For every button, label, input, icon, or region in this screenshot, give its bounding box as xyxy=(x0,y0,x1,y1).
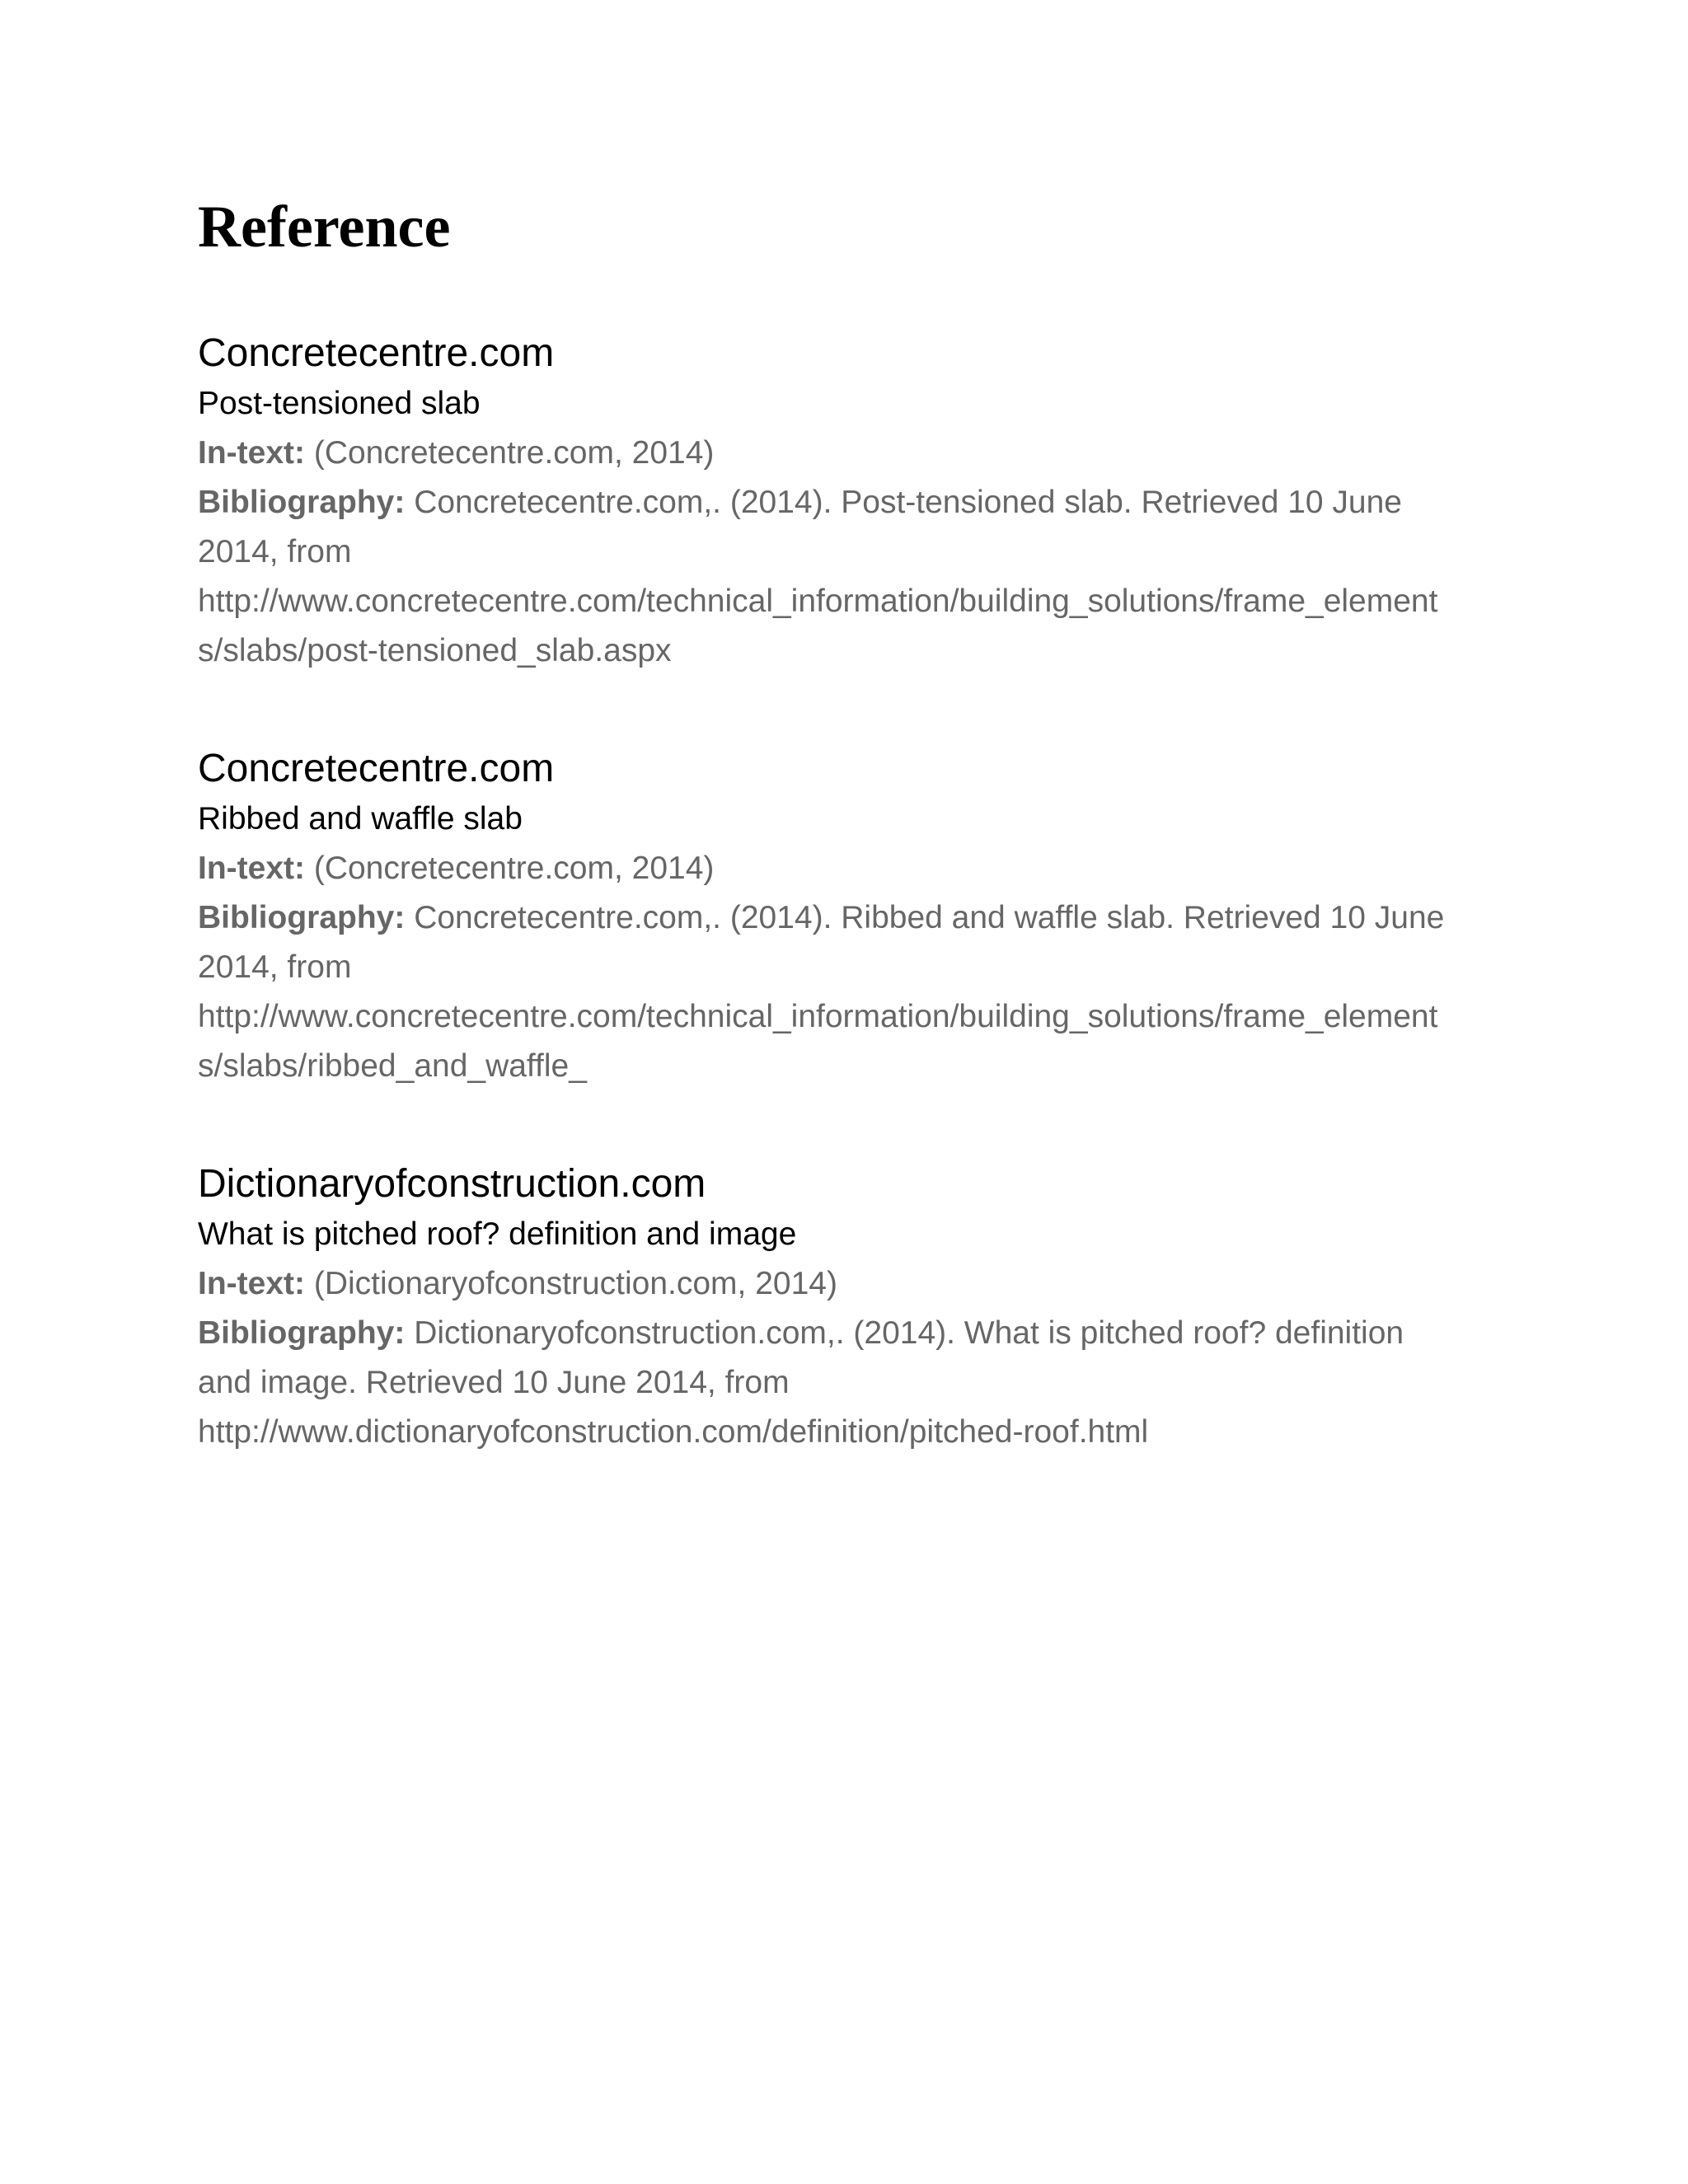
bibliography-text-continued: and image. Retrieved 10 June 2014, from xyxy=(198,1365,790,1400)
bibliography-text: Dictionaryofconstruction.com,. (2014). What is pitched roof? definition xyxy=(414,1315,1404,1351)
entry-intext xyxy=(198,844,1484,893)
reference-entry xyxy=(198,743,1484,1091)
entry-bibliography xyxy=(198,478,1484,527)
bibliography-text: Concretecentre.com,. (2014). Post-tensioned slab. Retrieved 10 June xyxy=(414,485,1402,520)
reference-entry xyxy=(198,1159,1484,1457)
entry-intext xyxy=(198,429,1484,478)
reference-url[interactable]: http://www.dictionaryofconstruction.com/definition/pitched-roof.html xyxy=(198,1414,1149,1450)
entry-title: Post-tensioned slab xyxy=(198,386,481,421)
document-page xyxy=(198,190,1484,1457)
bibliography-label: Bibliography: xyxy=(198,1315,406,1351)
reference-list xyxy=(198,328,1484,1457)
entry-site: Concretecentre.com xyxy=(198,747,555,790)
reference-url-continued[interactable]: s/slabs/ribbed_and_waffle_ xyxy=(198,1048,587,1084)
bibliography-label: Bibliography: xyxy=(198,485,406,520)
entry-bibliography xyxy=(198,1309,1484,1358)
bibliography-label: Bibliography: xyxy=(198,900,406,935)
entry-site: Concretecentre.com xyxy=(198,331,555,375)
intext-value: (Concretecentre.com, 2014) xyxy=(313,851,715,886)
reference-url-continued[interactable]: s/slabs/post-tensioned_slab.aspx xyxy=(198,633,672,668)
bibliography-text: Concretecentre.com,. (2014). Ribbed and waffle slab. Retrieved 10 June xyxy=(414,900,1445,935)
intext-value: (Concretecentre.com, 2014) xyxy=(313,435,715,471)
intext-label: In-text: xyxy=(198,851,305,886)
page-title: Reference xyxy=(198,194,451,260)
entry-bibliography xyxy=(198,893,1484,943)
reference-url[interactable]: http://www.concretecentre.com/technical_information/building_solutions/frame_element xyxy=(198,583,1438,619)
entry-title: What is pitched roof? definition and image xyxy=(198,1216,797,1252)
entry-title: Ribbed and waffle slab xyxy=(198,801,523,837)
bibliography-text-continued: 2014, from xyxy=(198,949,352,985)
reference-entry xyxy=(198,328,1484,676)
bibliography-text-continued: 2014, from xyxy=(198,534,352,569)
intext-label: In-text: xyxy=(198,1266,305,1301)
reference-url[interactable]: http://www.concretecentre.com/technical_information/building_solutions/frame_element xyxy=(198,999,1438,1034)
intext-value: (Dictionaryofconstruction.com, 2014) xyxy=(313,1266,837,1301)
intext-label: In-text: xyxy=(198,435,305,471)
entry-site: Dictionaryofconstruction.com xyxy=(198,1162,706,1206)
entry-intext xyxy=(198,1259,1484,1309)
